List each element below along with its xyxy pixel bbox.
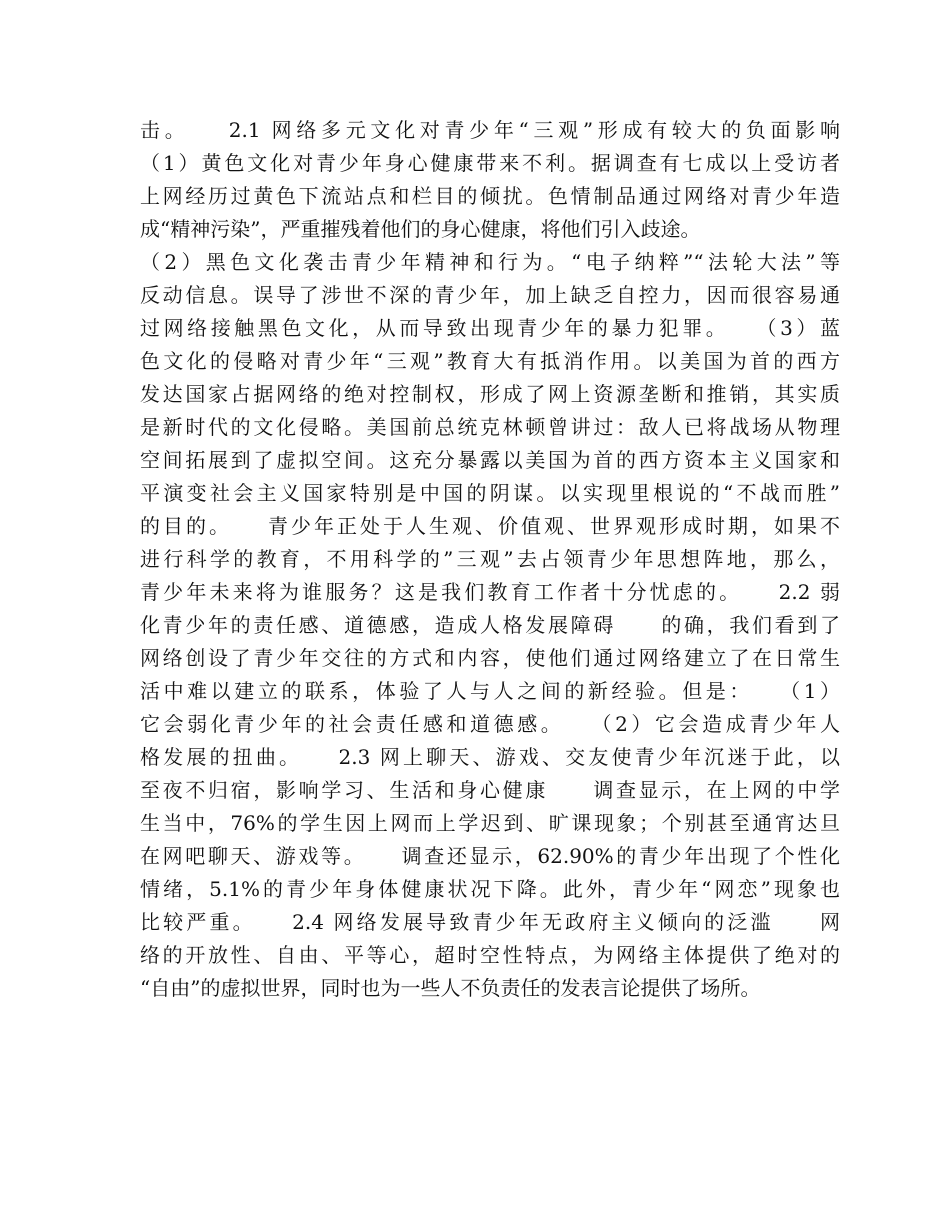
text-line: 空间拓展到了虚拟空间。这充分暴露以美国为首的西方资本主义国家和 bbox=[140, 448, 840, 472]
text-line: 至夜不归宿，影响学习、生活和身心健康 调查显示，在上网的中学 bbox=[140, 778, 840, 802]
text-line: 活中难以建立的联系，体验了人与人之间的新经验。但是： （1） bbox=[140, 679, 840, 703]
text-line: 的目的。 青少年正处于人生观、价值观、世界观形成时期，如果不 bbox=[140, 514, 840, 538]
body-text bbox=[140, 114, 840, 1005]
text-line: 网络创设了青少年交往的方式和内容，使他们通过网络建立了在日常生 bbox=[140, 646, 840, 670]
text-line: 在网吧聊天、游戏等。 调查还显示，62.90%的青少年出现了个性化 bbox=[140, 844, 840, 868]
text-line: 络的开放性、自由、平等心，超时空性特点，为网络主体提供了绝对的 bbox=[140, 943, 840, 967]
text-line: 情绪，5.1%的青少年身体健康状况下降。此外，青少年“网恋”现象也 bbox=[140, 877, 840, 901]
text-line: 过网络接触黑色文化，从而导致出现青少年的暴力犯罪。 （3）蓝 bbox=[140, 316, 840, 340]
text-line: 反动信息。误导了涉世不深的青少年，加上缺乏自控力，因而很容易通 bbox=[140, 283, 840, 307]
text-line: 进行科学的教育，不用科学的”三观”去占领青少年思想阵地，那么， bbox=[140, 547, 840, 571]
text-line: 是新时代的文化侵略。美国前总统克林顿曾讲过：敌人已将战场从物理 bbox=[140, 415, 840, 439]
text-line: 化青少年的责任感、道德感，造成人格发展障碍 的确，我们看到了 bbox=[140, 613, 840, 637]
text-line: 它会弱化青少年的社会责任感和道德感。 （2）它会造成青少年人 bbox=[140, 712, 840, 736]
text-line: 比较严重。 2.4 网络发展导致青少年无政府主义倾向的泛滥 网 bbox=[140, 910, 840, 934]
text-line: 成“精神污染”，严重摧残着他们的身心健康，将他们引入歧途。 bbox=[140, 217, 701, 241]
text-line: 生当中，76%的学生因上网而上学迟到、旷课现象；个别甚至通宵达旦 bbox=[140, 811, 840, 835]
text-line: 击。 2.1 网络多元文化对青少年“三观”形成有较大的负面影响 bbox=[140, 118, 840, 142]
text-line: 青少年未来将为谁服务？这是我们教育工作者十分忧虑的。 2.2 弱 bbox=[140, 580, 840, 604]
text-line: （2）黑色文化袭击青少年精神和行为。“电子纳粹”“法轮大法”等 bbox=[140, 250, 840, 274]
text-line: （1）黄色文化对青少年身心健康带来不利。据调查有七成以上受访者 bbox=[140, 151, 840, 175]
text-line: 平演变社会主义国家特别是中国的阴谋。以实现里根说的“不战而胜” bbox=[140, 481, 840, 505]
text-line: 上网经历过黄色下流站点和栏目的倾扰。色情制品通过网络对青少年造 bbox=[140, 184, 840, 208]
text-line: 色文化的侵略对青少年“三观”教育大有抵消作用。以美国为首的西方 bbox=[140, 349, 840, 373]
text-line: 发达国家占据网络的绝对控制权，形成了网上资源垄断和推销，其实质 bbox=[140, 382, 840, 406]
text-line: “自由”的虚拟世界，同时也为一些人不负责任的发表言论提供了场所。 bbox=[140, 976, 761, 1000]
text-line: 格发展的扭曲。 2.3 网上聊天、游戏、交友使青少年沉迷于此，以 bbox=[140, 745, 840, 769]
